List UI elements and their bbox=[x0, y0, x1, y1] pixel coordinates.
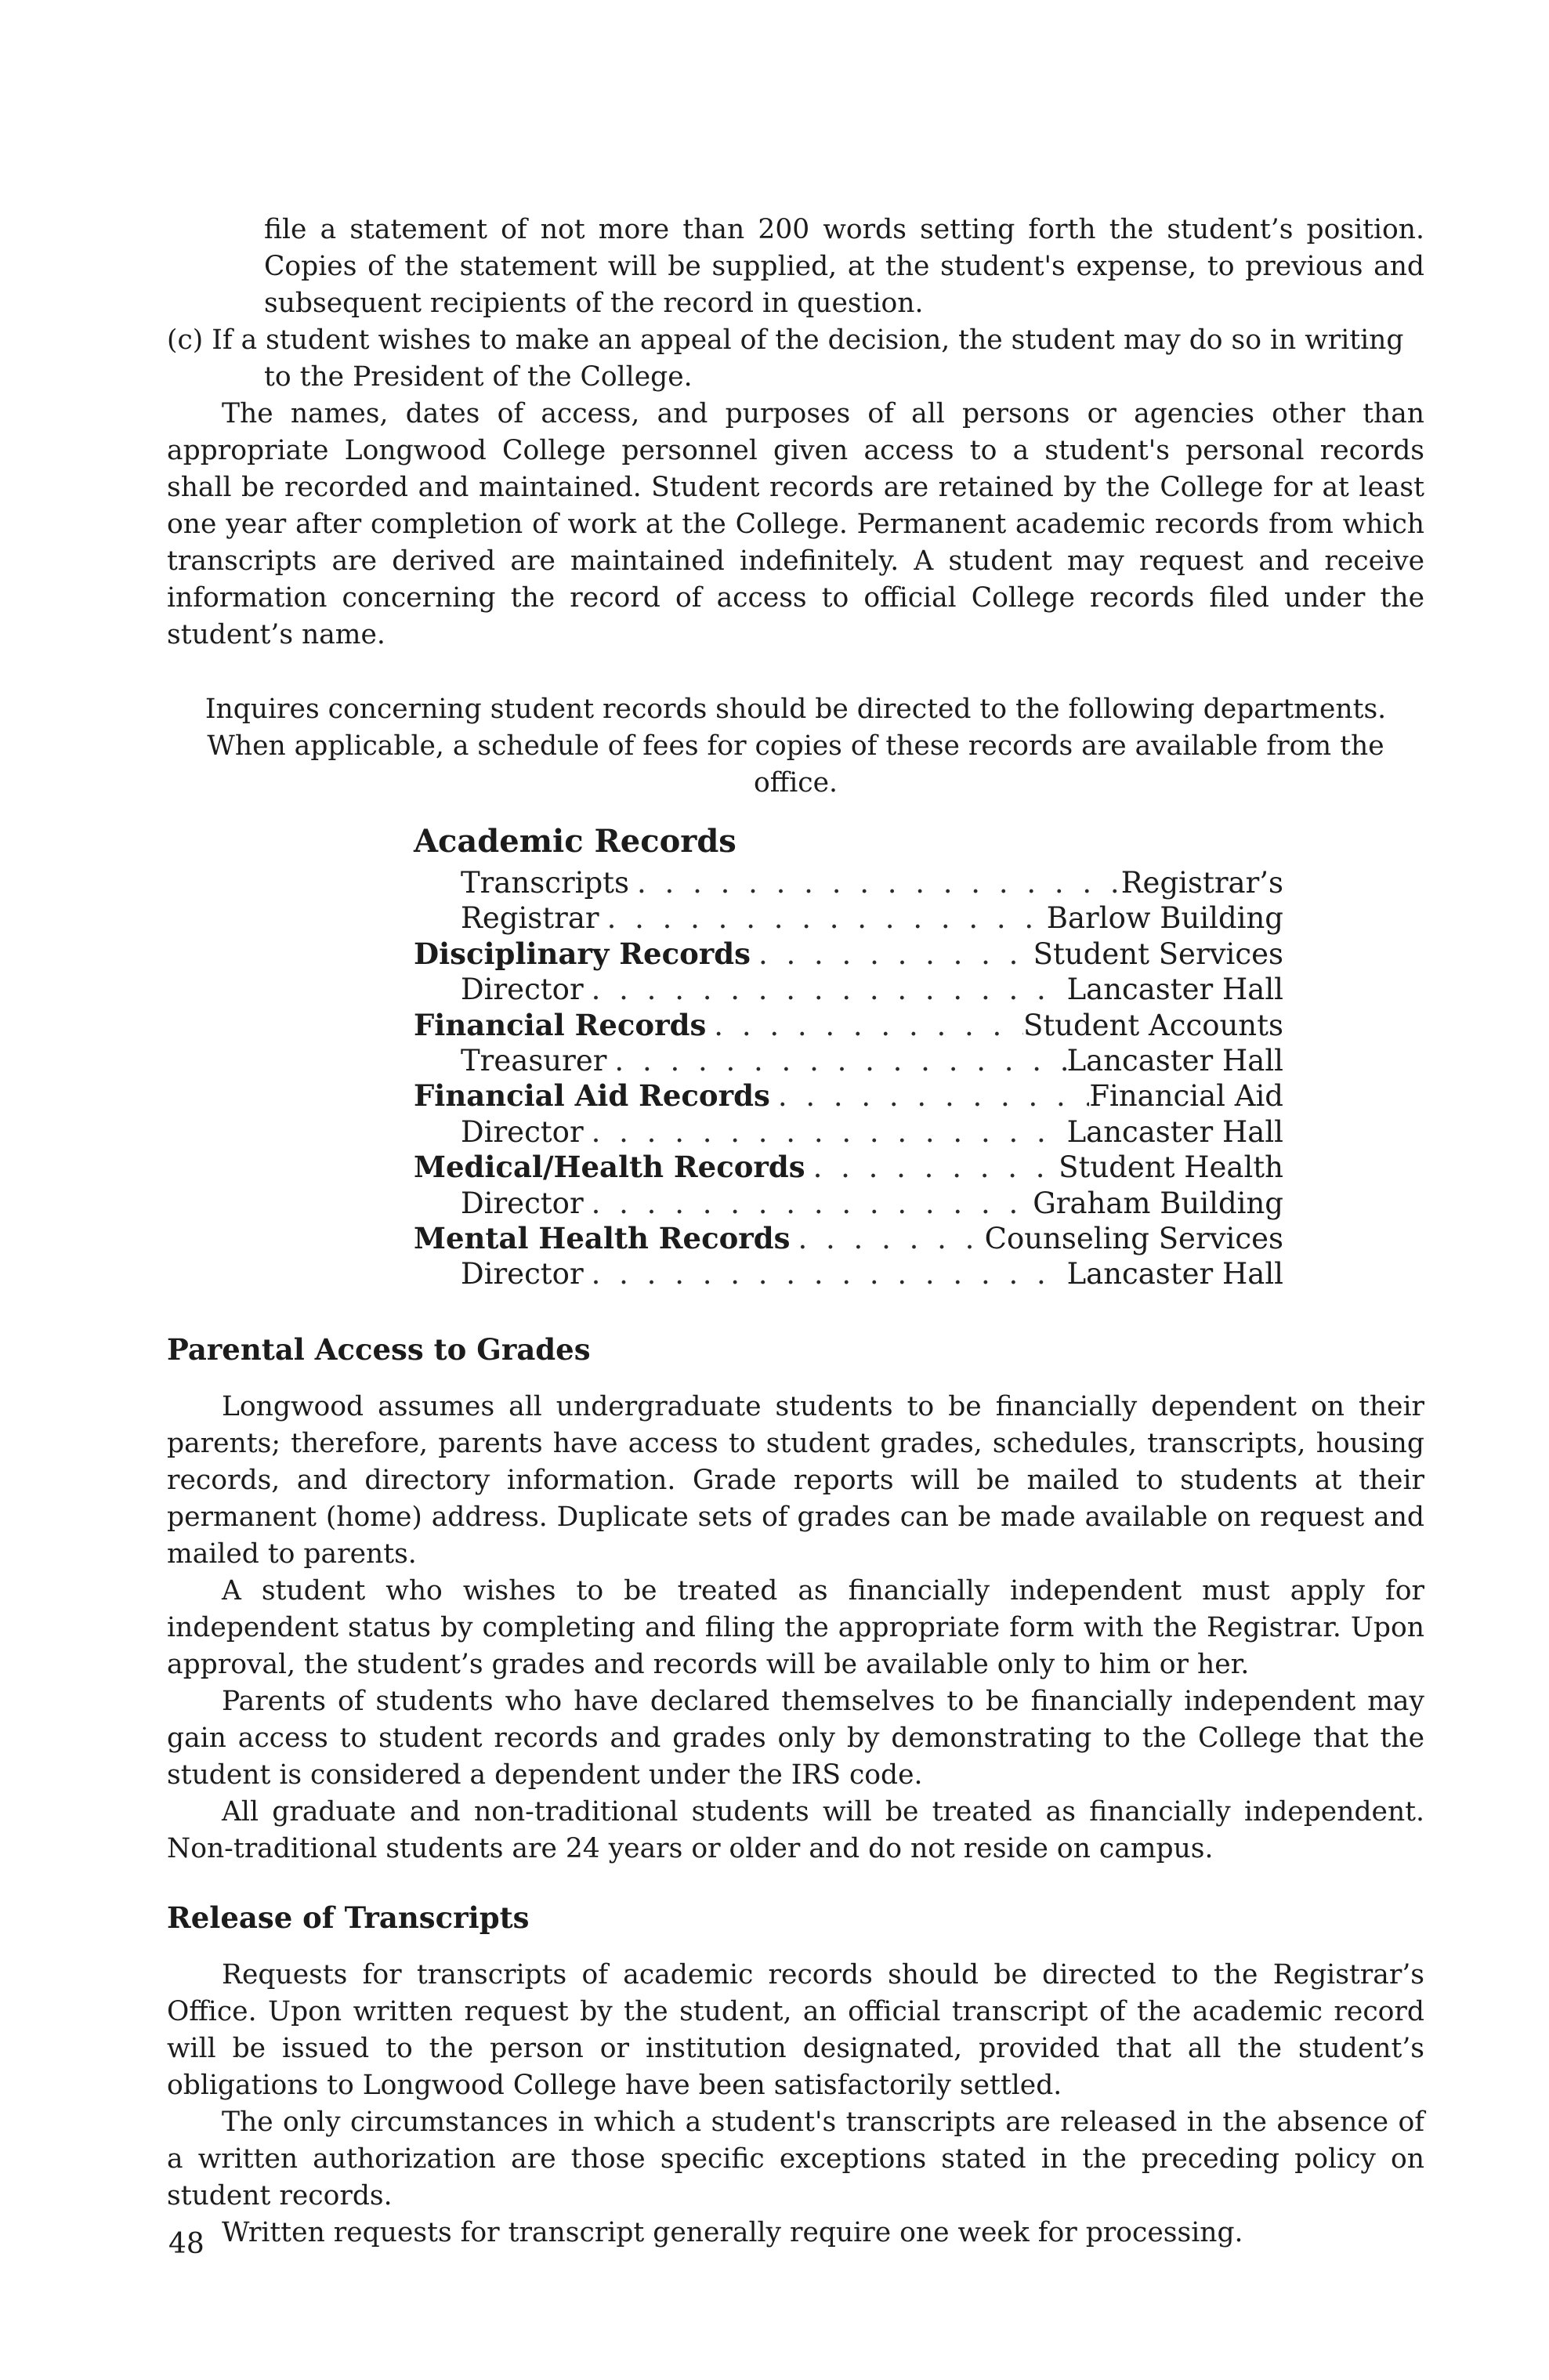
inquiries-line-2: When applicable, a schedule of fees for copies of these records are available from the office. bbox=[207, 730, 1384, 799]
records-office-label: Director bbox=[461, 973, 584, 1007]
dot-leader bbox=[751, 936, 1033, 972]
records-office-label: Transcripts bbox=[461, 866, 630, 900]
dot-leader bbox=[805, 1150, 1059, 1185]
records-office-row bbox=[414, 1008, 1283, 1043]
records-office-row bbox=[414, 900, 1283, 936]
records-office-row bbox=[414, 1114, 1283, 1150]
access-record-paragraph: The names, dates of access, and purposes of all persons or agencies other than appropriate Longwood College personnel given access to a student's personal records shall be recorded and maintained. Student records are retained by the College for at least one year after completion of work at the College. Permanent academic records from which transcripts are derived are maintained indefinitely. A student may request and receive information concerning the record of access to official College records filed under the student’s name. bbox=[167, 398, 1424, 650]
inquiries-block bbox=[167, 691, 1424, 802]
records-office-location: Student Accounts bbox=[1022, 1008, 1283, 1042]
dot-leader bbox=[584, 1114, 1067, 1150]
records-office-label: Mental Health Records bbox=[414, 1221, 791, 1256]
section-heading-parental-access: Parental Access to Grades bbox=[167, 1331, 591, 1367]
records-office-row bbox=[414, 936, 1283, 972]
transcripts-paragraph: Written requests for transcript generally require one week for processing. bbox=[222, 2216, 1243, 2248]
records-office-location: Lancaster Hall bbox=[1066, 1044, 1283, 1078]
records-office-row bbox=[414, 1256, 1283, 1291]
records-office-label: Financial Aid Records bbox=[414, 1078, 770, 1114]
parental-paragraph: A student who wishes to be treated as financially independent must apply for independent status by completing and filing the appropriate form with the Registrar. Upon approval, the student’s grades and records will be available only to him or her. bbox=[167, 1574, 1424, 1680]
transcripts-paragraph: Requests for transcripts of academic records should be directed to the Registrar’s Office. Upon written request by the student, an official transcript of the academic record will be issued to the person or institution designated, provided that all the student’s obligations to Longwood College have been satisfactorily settled. bbox=[167, 1958, 1424, 2101]
continuation-paragraph: file a statement of not more than 200 words setting forth the student’s position. Copies of the statement will be supplied, at the student's expense, to previous and subsequent recipients of the record in question. bbox=[264, 214, 1424, 319]
records-office-row bbox=[414, 1186, 1283, 1221]
records-office-row bbox=[414, 865, 1283, 900]
records-office-label: Registrar bbox=[461, 901, 599, 936]
records-office-location: Counseling Services bbox=[984, 1222, 1283, 1256]
document-page bbox=[167, 212, 1424, 2251]
dot-leader bbox=[584, 1256, 1067, 1291]
spacer bbox=[167, 802, 1424, 821]
dot-leader bbox=[599, 900, 1047, 936]
records-office-location: Financial Aid bbox=[1089, 1079, 1283, 1114]
parental-paragraph: Longwood assumes all undergraduate students to be financially dependent on their parents; therefore, parents have access to student grades, schedules, transcripts, housing records, and directory information. Grade reports will be mailed to students at their permanent (home) address. Duplicate sets of grades can be made available on request and mailed to parents. bbox=[167, 1390, 1424, 1570]
records-office-label: Financial Records bbox=[414, 1007, 707, 1042]
records-office-label: Director bbox=[461, 1114, 584, 1149]
spacer bbox=[167, 1867, 1424, 1898]
dot-leader bbox=[706, 1008, 1023, 1043]
records-office-location: Student Services bbox=[1033, 936, 1283, 971]
parental-paragraph: All graduate and non-traditional students will be treated as financially independent. Non-traditional students are 24 years or older and do not reside on campus. bbox=[167, 1795, 1424, 1864]
appeal-clause bbox=[167, 322, 1424, 396]
dot-leader bbox=[584, 972, 1067, 1007]
parental-paragraph: Parents of students who have declared themselves to be financially independent may gain access to student records and grades only by demonstrating to the College that the student is considered a dependent under the IRS code. bbox=[167, 1685, 1424, 1791]
records-office-row bbox=[414, 1150, 1283, 1185]
records-office-location: Barlow Building bbox=[1046, 901, 1283, 936]
records-office-row bbox=[414, 1078, 1283, 1114]
records-office-label: Treasurer bbox=[461, 1044, 607, 1078]
dot-leader bbox=[606, 1043, 1066, 1078]
appeal-clause-text: If a student wishes to make an appeal of the decision, the student may do so in writing to the President of the College. bbox=[212, 324, 1404, 393]
records-office-label: Director bbox=[461, 1186, 584, 1220]
records-office-row bbox=[414, 972, 1283, 1007]
records-office-location: Registrar’s bbox=[1120, 866, 1283, 900]
dot-leader bbox=[791, 1221, 985, 1256]
records-office-rows bbox=[414, 865, 1283, 1292]
records-office-row bbox=[414, 1043, 1283, 1078]
records-office-label: Medical/Health Records bbox=[414, 1150, 805, 1185]
spacer bbox=[167, 654, 1424, 691]
records-office-row bbox=[414, 1221, 1283, 1256]
appeal-clause-label: (c) bbox=[167, 324, 204, 356]
spacer bbox=[167, 1292, 1424, 1330]
spacer bbox=[167, 1370, 1424, 1389]
records-list-heading: Academic Records bbox=[414, 823, 736, 860]
dot-leader bbox=[584, 1186, 1033, 1221]
records-office-list bbox=[414, 821, 1283, 1292]
spacer bbox=[167, 1938, 1424, 1957]
section-heading-release-of-transcripts: Release of Transcripts bbox=[167, 1900, 530, 1935]
dot-leader bbox=[770, 1078, 1090, 1114]
records-office-label: Disciplinary Records bbox=[414, 936, 751, 971]
records-office-location: Student Health bbox=[1059, 1150, 1283, 1185]
records-office-location: Lancaster Hall bbox=[1066, 1114, 1283, 1149]
records-office-location: Lancaster Hall bbox=[1066, 973, 1283, 1007]
records-office-label: Director bbox=[461, 1257, 584, 1291]
records-office-location: Graham Building bbox=[1033, 1186, 1283, 1220]
inquiries-line-1: Inquires concerning student records should be directed to the following departments. bbox=[204, 694, 1387, 725]
dot-leader bbox=[629, 865, 1121, 900]
transcripts-paragraph: The only circumstances in which a student's transcripts are released in the absence of a written authorization are those specific exceptions stated in the preceding policy on student records. bbox=[167, 2106, 1424, 2212]
page-number: 48 bbox=[168, 2228, 204, 2260]
records-office-location: Lancaster Hall bbox=[1066, 1257, 1283, 1291]
